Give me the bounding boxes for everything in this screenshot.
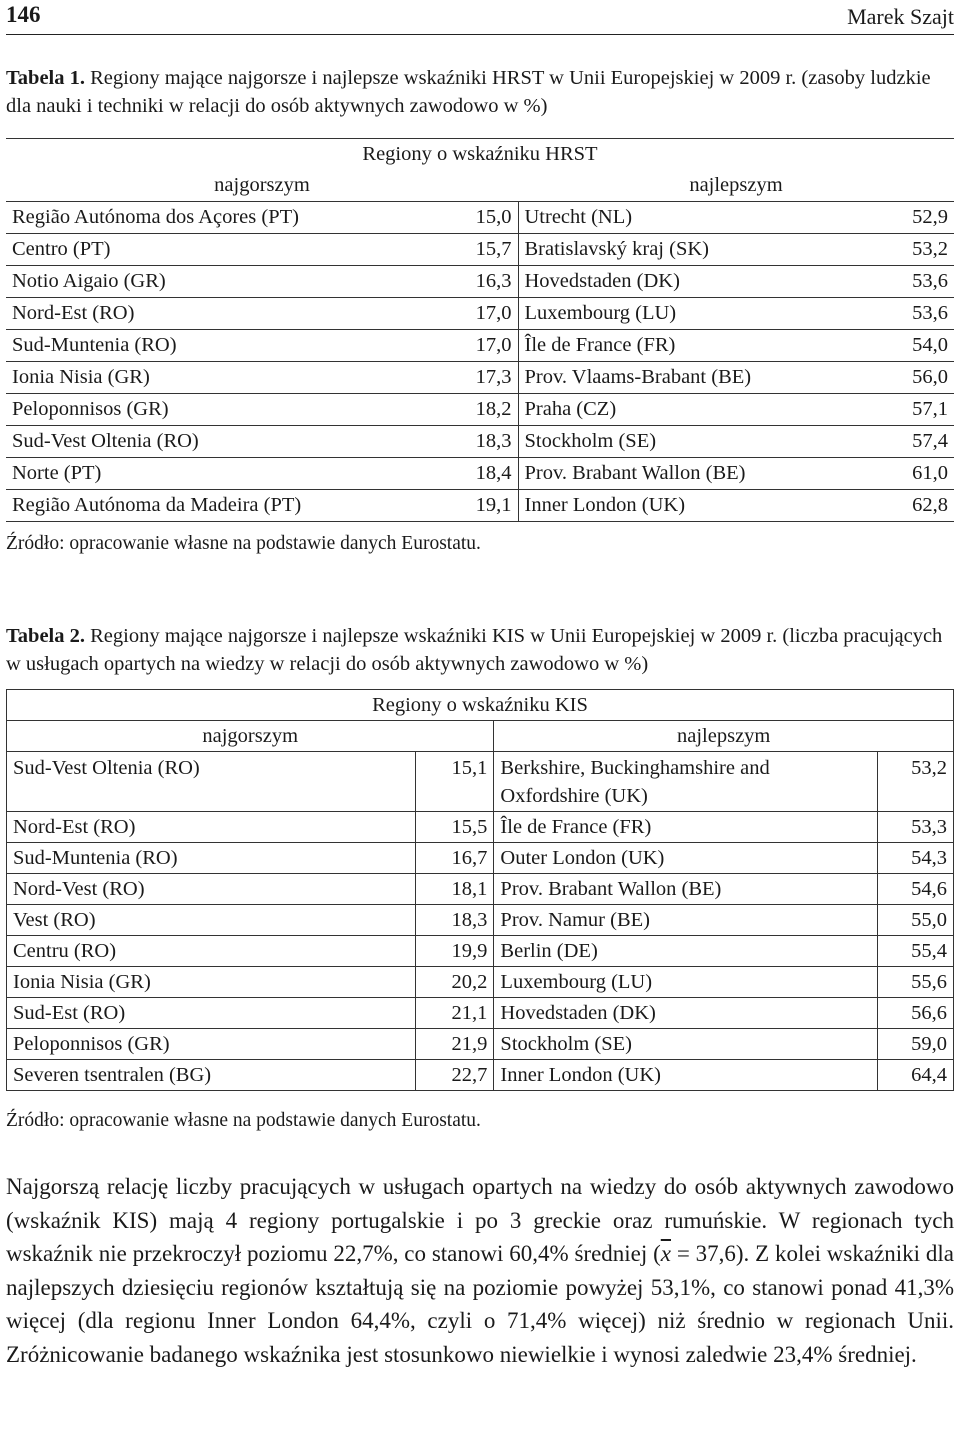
cell-best-region: Île de France (FR) <box>494 812 878 843</box>
cell-worst-region: Centro (PT) <box>6 234 438 266</box>
table-row <box>6 298 954 330</box>
cell-best-region: Utrecht (NL) <box>518 202 856 234</box>
body-text-part1: Najgorszą relację liczby pracujących w usługach opartych na wiedzy do osób aktywnych zawodowo (wskaźnik KIS) mają 4 regiony portugalskie i po 3 greckie oraz rumuńskie. W regionach tych wskaźnik nie przekroczył poziomu 22,7%, co stanowi 60,4% średniej ( <box>6 1174 954 1266</box>
cell-worst-region: Severen tsentralen (BG) <box>7 1060 416 1091</box>
cell-best-value: 59,0 <box>878 1029 954 1060</box>
cell-best-region: Luxembourg (LU) <box>494 967 878 998</box>
cell-best-region: Inner London (UK) <box>518 490 856 522</box>
table-row <box>7 752 954 812</box>
cell-best-value: 57,4 <box>856 426 954 458</box>
cell-best-value: 54,3 <box>878 843 954 874</box>
table2-col-best: najlepszym <box>494 721 954 752</box>
cell-worst-value: 18,4 <box>438 458 518 490</box>
cell-worst-region: Ionia Nisia (GR) <box>7 967 416 998</box>
cell-worst-value: 21,9 <box>416 1029 494 1060</box>
cell-best-region: Prov. Brabant Wallon (BE) <box>494 874 878 905</box>
cell-worst-value: 15,1 <box>416 752 494 812</box>
table-row <box>6 426 954 458</box>
cell-worst-region: Vest (RO) <box>7 905 416 936</box>
table-row <box>6 330 954 362</box>
cell-worst-value: 18,1 <box>416 874 494 905</box>
cell-best-region: Stockholm (SE) <box>494 1029 878 1060</box>
cell-best-value: 52,9 <box>856 202 954 234</box>
cell-worst-region: Peloponnisos (GR) <box>6 394 438 426</box>
cell-best-region: Hovedstaden (DK) <box>494 998 878 1029</box>
table-row <box>6 490 954 522</box>
cell-best-region: Prov. Namur (BE) <box>494 905 878 936</box>
cell-worst-region: Sud-Vest Oltenia (RO) <box>7 752 416 812</box>
cell-best-value: 56,6 <box>878 998 954 1029</box>
table1-col-worst: najgorszym <box>214 174 310 196</box>
cell-worst-value: 21,1 <box>416 998 494 1029</box>
cell-worst-region: Ionia Nisia (GR) <box>6 362 438 394</box>
cell-worst-region: Sud-Muntenia (RO) <box>6 330 438 362</box>
cell-worst-value: 18,3 <box>416 905 494 936</box>
page-header <box>6 2 954 35</box>
cell-best-value: 53,6 <box>856 266 954 298</box>
cell-worst-region: Sud-Muntenia (RO) <box>7 843 416 874</box>
table2-caption <box>6 622 956 678</box>
table-row <box>7 905 954 936</box>
cell-best-region: Praha (CZ) <box>518 394 856 426</box>
cell-best-region: Île de France (FR) <box>518 330 856 362</box>
table-row <box>6 394 954 426</box>
cell-worst-region: Sud-Est (RO) <box>7 998 416 1029</box>
cell-best-value: 62,8 <box>856 490 954 522</box>
table-row <box>7 936 954 967</box>
mean-symbol: $\overline{x}$ <box>660 1241 671 1266</box>
cell-best-region: Inner London (UK) <box>494 1060 878 1091</box>
page-number: 146 <box>6 2 41 27</box>
cell-best-region: Outer London (UK) <box>494 843 878 874</box>
table1-caption-text: Regiony mające najgorsze i najlepsze wskaźniki HRST w Unii Europejskiej w 2009 r. (zasoby ludzkie dla nauki i techniki w relacji do osób aktywnych zawodowo w %) <box>6 67 931 117</box>
cell-worst-value: 17,0 <box>438 330 518 362</box>
cell-best-value: 53,6 <box>856 298 954 330</box>
cell-best-value: 57,1 <box>856 394 954 426</box>
table-row <box>7 874 954 905</box>
cell-best-region: Hovedstaden (DK) <box>518 266 856 298</box>
cell-best-value: 55,4 <box>878 936 954 967</box>
cell-worst-value: 19,9 <box>416 936 494 967</box>
cell-worst-region: Região Autónoma da Madeira (PT) <box>6 490 438 522</box>
cell-best-value: 64,4 <box>878 1060 954 1091</box>
cell-best-value: 56,0 <box>856 362 954 394</box>
running-head-author: Marek Szajt <box>847 4 954 29</box>
cell-worst-value: 16,3 <box>438 266 518 298</box>
table-kis <box>6 689 954 1091</box>
cell-best-value: 53,2 <box>878 752 954 812</box>
cell-worst-value: 15,0 <box>438 202 518 234</box>
cell-worst-value: 20,2 <box>416 967 494 998</box>
cell-best-value: 61,0 <box>856 458 954 490</box>
cell-best-value: 53,2 <box>856 234 954 266</box>
table1-group-header: Regiony o wskaźniku HRST <box>362 143 598 165</box>
table-row <box>6 234 954 266</box>
table1-caption <box>6 64 956 120</box>
cell-worst-region: Centru (RO) <box>7 936 416 967</box>
cell-worst-region: Norte (PT) <box>6 458 438 490</box>
table2-source: Źródło: opracowanie własne na podstawie danych Eurostatu. <box>6 1110 481 1131</box>
table-row <box>7 998 954 1029</box>
cell-worst-value: 18,3 <box>438 426 518 458</box>
table1-col-best: najlepszym <box>689 174 783 196</box>
table-hrst <box>6 138 954 522</box>
cell-best-region: Prov. Brabant Wallon (BE) <box>518 458 856 490</box>
table-row <box>6 362 954 394</box>
cell-best-value: 53,3 <box>878 812 954 843</box>
cell-worst-region: Notio Aigaio (GR) <box>6 266 438 298</box>
table-row <box>6 458 954 490</box>
cell-best-value: 54,0 <box>856 330 954 362</box>
table2-group-header: Regiony o wskaźniku KIS <box>7 690 954 721</box>
cell-best-value: 55,0 <box>878 905 954 936</box>
cell-worst-region: Região Autónoma dos Açores (PT) <box>6 202 438 234</box>
cell-worst-value: 15,7 <box>438 234 518 266</box>
table2-col-worst: najgorszym <box>7 721 494 752</box>
table2-caption-text: Regiony mające najgorsze i najlepsze wskaźniki KIS w Unii Europejskiej w 2009 r. (liczba pracujących w usługach opartych na wiedzy w relacji do osób aktywnych zawodowo w %) <box>6 625 943 675</box>
cell-worst-value: 16,7 <box>416 843 494 874</box>
table-row <box>6 266 954 298</box>
cell-best-region: Bratislavský kraj (SK) <box>518 234 856 266</box>
cell-best-region: Luxembourg (LU) <box>518 298 856 330</box>
table-row <box>7 1029 954 1060</box>
cell-worst-region: Sud-Vest Oltenia (RO) <box>6 426 438 458</box>
cell-worst-value: 19,1 <box>438 490 518 522</box>
body-text-part2: = 37,6). Z kolei wskaźniki dla najlepszych dziesięciu regionów kształtują się na poziomie powyżej 53,1%, co stanowi ponad 41,3% więcej (dla regionu Inner London 64,4%, czyli o 71,4% więcej) niż średnio w regionach Unii. Zróżnicowanie badanego wskaźnika jest stosunkowo niewielkie i wynosi zaledwie 23,4% średniej. <box>6 1241 954 1367</box>
cell-worst-region: Nord-Vest (RO) <box>7 874 416 905</box>
cell-best-value: 54,6 <box>878 874 954 905</box>
table-row <box>6 202 954 234</box>
table-row <box>7 812 954 843</box>
cell-worst-value: 15,5 <box>416 812 494 843</box>
cell-worst-region: Nord-Est (RO) <box>6 298 438 330</box>
table1-source: Źródło: opracowanie własne na podstawie danych Eurostatu. <box>6 533 481 554</box>
body-paragraph <box>6 1170 954 1371</box>
table-row <box>7 967 954 998</box>
table2-caption-label: Tabela 2. <box>6 625 85 647</box>
cell-worst-region: Nord-Est (RO) <box>7 812 416 843</box>
cell-best-region: Berlin (DE) <box>494 936 878 967</box>
cell-worst-value: 22,7 <box>416 1060 494 1091</box>
cell-best-region: Berkshire, Buckinghamshire and Oxfordshire (UK) <box>494 752 878 812</box>
table-row <box>7 843 954 874</box>
table1-caption-label: Tabela 1. <box>6 67 85 89</box>
cell-worst-value: 17,3 <box>438 362 518 394</box>
cell-worst-value: 17,0 <box>438 298 518 330</box>
cell-best-value: 55,6 <box>878 967 954 998</box>
cell-worst-region: Peloponnisos (GR) <box>7 1029 416 1060</box>
cell-best-region: Prov. Vlaams-Brabant (BE) <box>518 362 856 394</box>
cell-worst-value: 18,2 <box>438 394 518 426</box>
cell-best-region: Stockholm (SE) <box>518 426 856 458</box>
table-row <box>7 1060 954 1091</box>
